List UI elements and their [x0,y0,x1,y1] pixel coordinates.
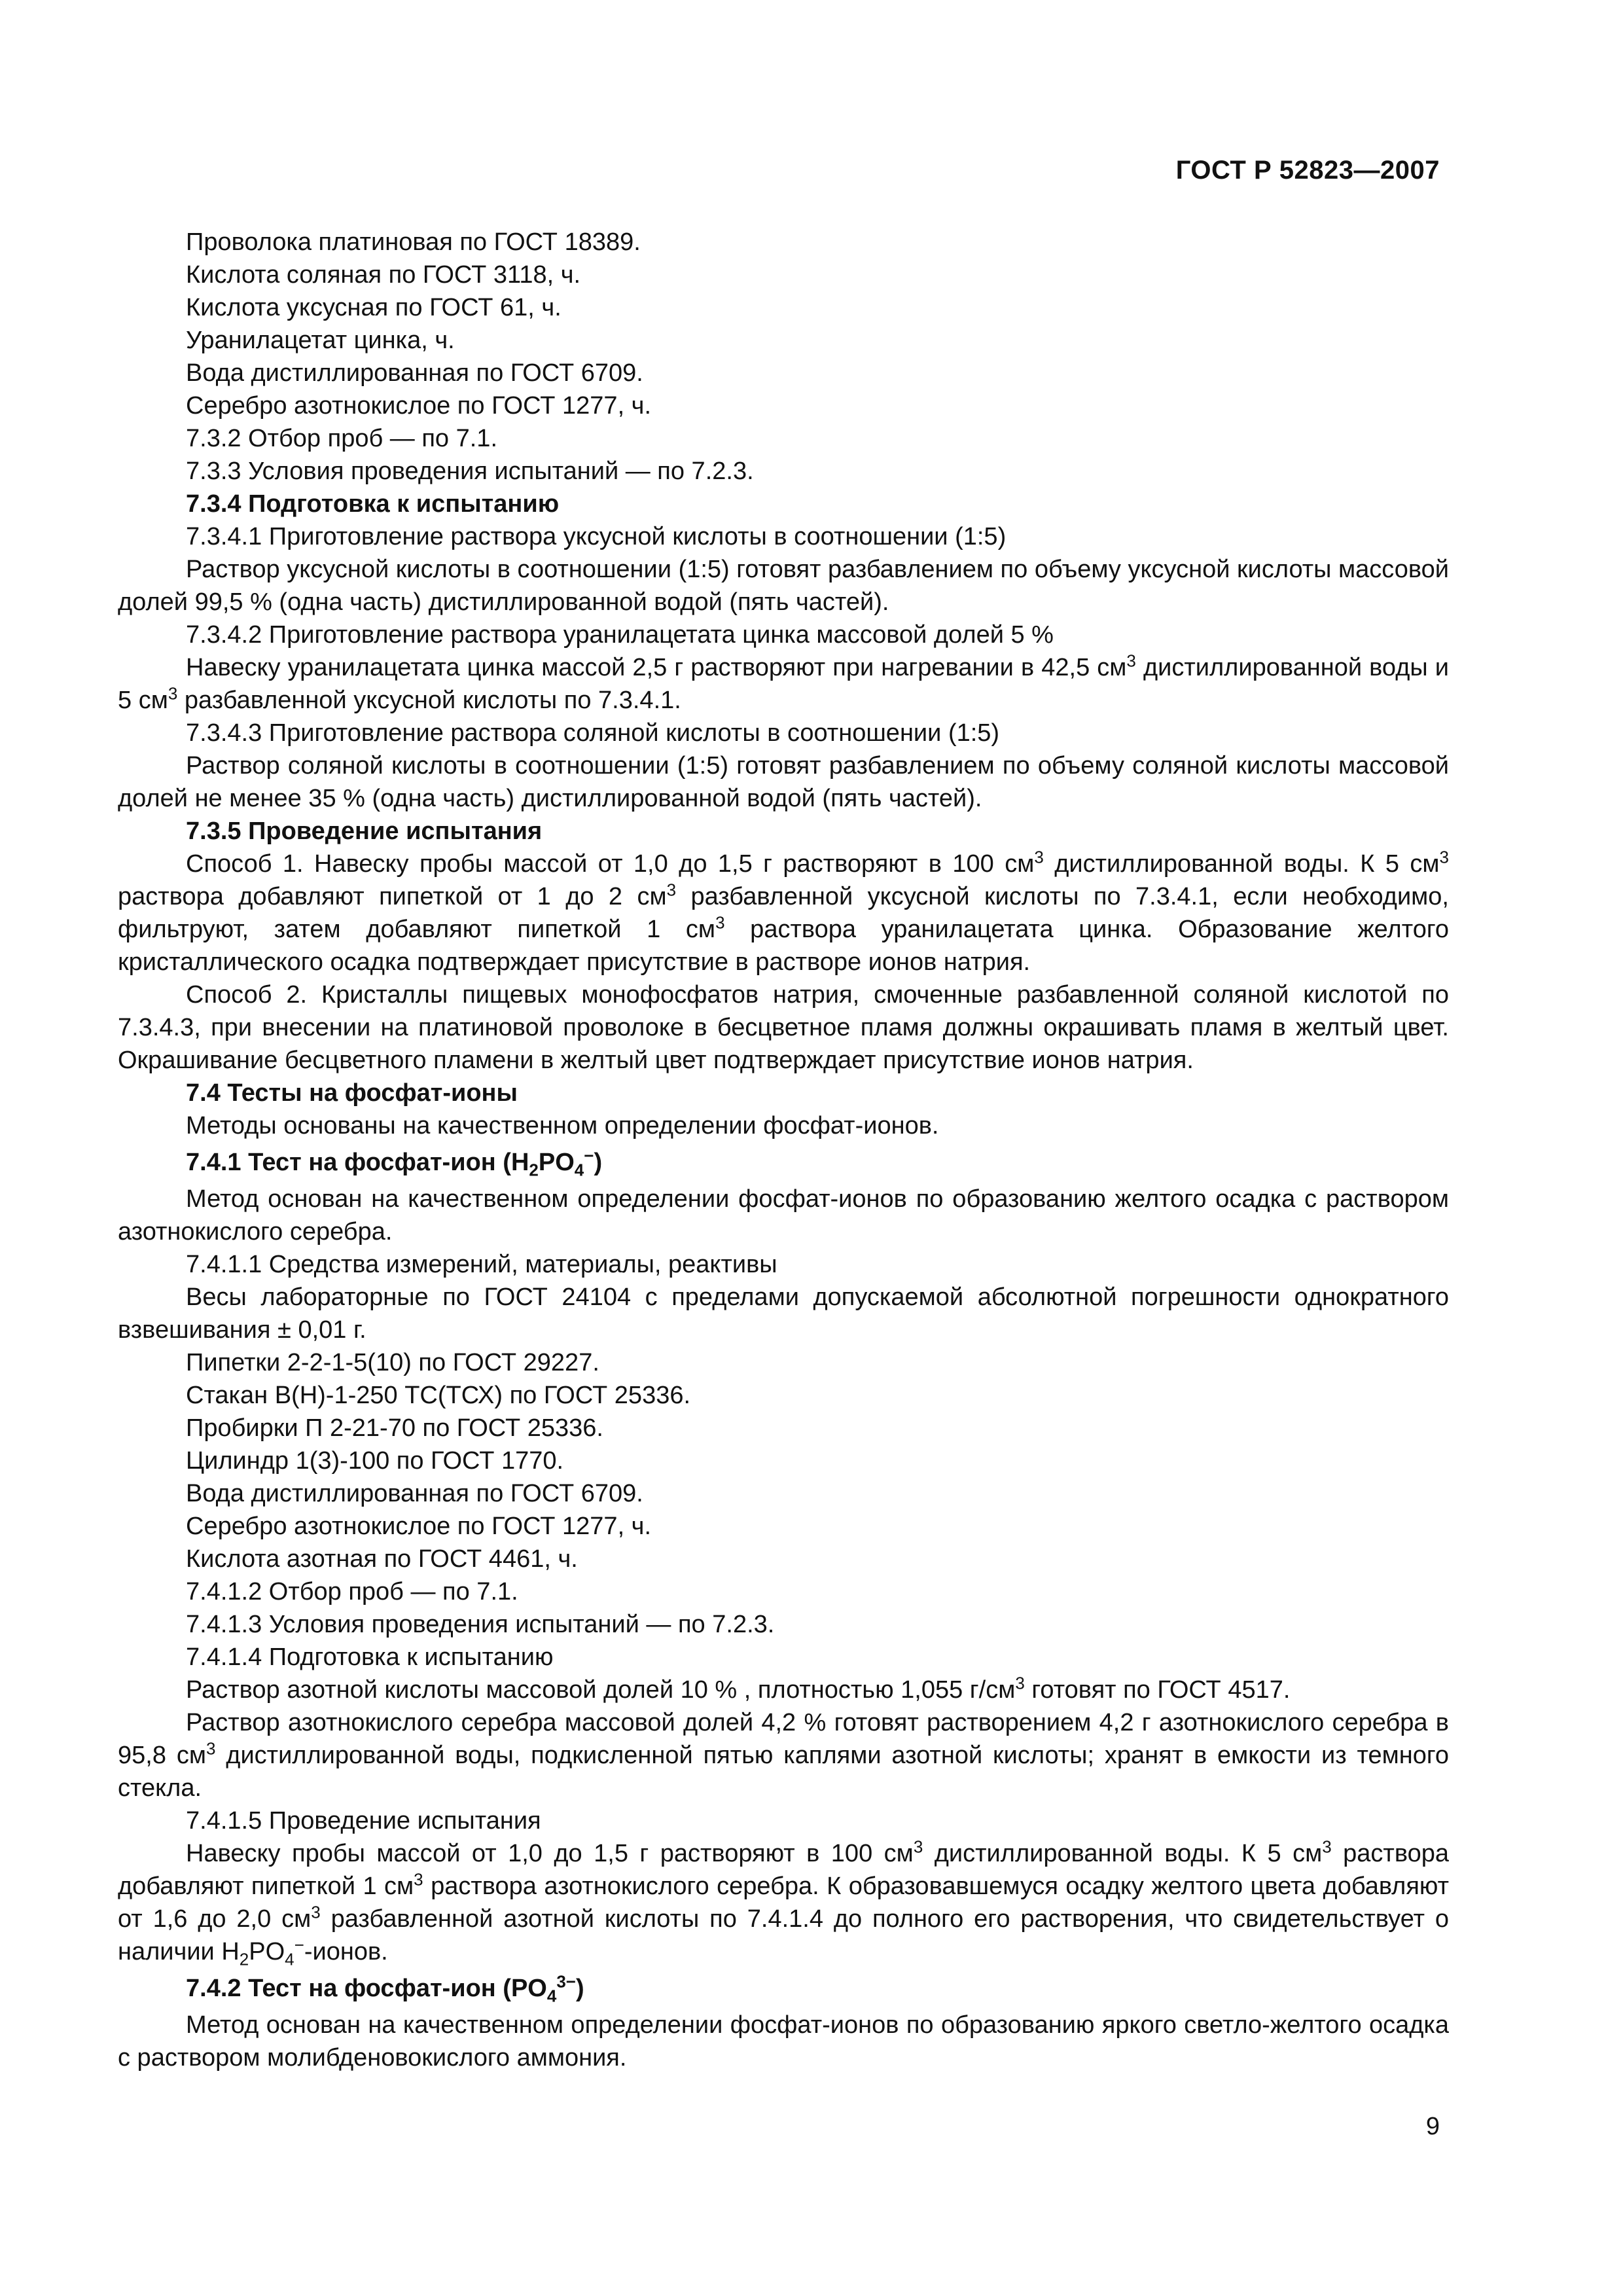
document-number-header: ГОСТ Р 52823—2007 [1175,156,1440,185]
paragraph: Пипетки 2-2-1-5(10) по ГОСТ 29227. [186,1349,599,1376]
section-heading: 7.3.5 Проведение испытания [186,817,543,845]
section-heading: 7.4.2 Тест на фосфат-ион $(PO_4^{3-})$ [186,1971,584,2006]
section-heading: 7.4 Тесты на фосфат-ионы [186,1079,518,1107]
section-heading: 7.3.4 Подготовка к испытанию [186,490,560,518]
paragraph: Кислота соляная по ГОСТ 3118, ч. [186,261,581,289]
paragraph: Проволока платиновая по ГОСТ 18389. [186,228,641,256]
section-heading: 7.4.1 Тест на фосфат-ион $(H_2PO_4^-)$ [186,1145,603,1180]
paragraph: Способ 1. Навеску пробы массой от 1,0 до 1,5 г растворяют в 100 $см^3$ дистиллированной воды. К 5 $см^3$ раствора добавляют пипеткой от 1 до 2 $см^3$ разбавленной уксусной кислоты по 7.3.4.1, если необходимо, фильтруют, затем добавляют пипеткой 1 $см^3$ раствора уранилацетата цинка. Образование желтого кристаллического осадка подтверждает присутствие в растворе ионов натрия. [118,847,1449,976]
paragraph: Методы основаны на качественном определении фосфат-ионов. [186,1112,939,1139]
paragraph: 7.4.1.5 Проведение испытания [186,1807,541,1835]
paragraph: 7.3.4.3 Приготовление раствора соляной кислоты в соотношении (1:5) [186,719,1000,747]
paragraph: Навеску пробы массой от 1,0 до 1,5 г растворяют в 100 $см^3$ дистиллированной воды. К 5 $см^3$ раствора добавляют пипеткой 1 $см^3$ раствора азотнокислого серебра. К образовавшемуся осадку желтого цвета добавляют от 1,6 до 2,0 $см^3$ разбавленной азотной кислоты по 7.4.1.4 до полного его растворения, что свидетельствует о наличии $H_2PO_4^-$-ионов. [118,1837,1450,1969]
paragraph: Раствор азотнокислого серебра массовой долей 4,2 % готовят растворением 4,2 г азотнокислого серебра в 95,8 $см^3$ дистиллированной воды, подкисленной пятью каплями азотной кислоты; хранят в емкости из темного стекла. [118,1709,1449,1802]
paragraph: 7.4.1.3 Условия проведения испытаний — по 7.2.3. [186,1611,775,1638]
paragraph: Вода дистиллированная по ГОСТ 6709. [186,359,643,387]
paragraph: Серебро азотнокислое по ГОСТ 1277, ч. [186,392,652,420]
paragraph: 7.3.4.2 Приготовление раствора уранилацетата цинка массовой долей 5 % [186,621,1054,649]
paragraph: Цилиндр 1(3)-100 по ГОСТ 1770. [186,1447,564,1475]
page-number: 9 [1425,2113,1440,2140]
paragraph: Пробирки П 2-21-70 по ГОСТ 25336. [186,1414,603,1442]
paragraph: Метод основан на качественном определении фосфат-ионов по образованию яркого светло-желтого осадка с раствором молибденовокислого аммония. [118,2011,1449,2072]
paragraph: Кислота азотная по ГОСТ 4461, ч. [186,1545,578,1573]
paragraph: Кислота уксусная по ГОСТ 61, ч. [186,294,562,321]
paragraph: 7.4.1.1 Средства измерений, материалы, реактивы [186,1251,777,1278]
paragraph: 7.3.2 Отбор проб — по 7.1. [186,425,498,452]
paragraph: Навеску уранилацетата цинка массой 2,5 г растворяют при нагревании в 42,5 $см^3$ дистиллированной воды и 5 $см^3$ разбавленной уксусной кислоты по 7.3.4.1. [118,651,1450,714]
paragraph: Серебро азотнокислое по ГОСТ 1277, ч. [186,1513,652,1540]
paragraph: Раствор азотной кислоты массовой долей 10 % , плотностью 1,055 $г/см^3$ готовят по ГОСТ 4517. [186,1673,1291,1704]
paragraph: 7.3.4.1 Приготовление раствора уксусной кислоты в соотношении (1:5) [186,523,1007,550]
paragraph: Вода дистиллированная по ГОСТ 6709. [186,1480,643,1507]
paragraph: Раствор соляной кислоты в соотношении (1:5) готовят разбавлением по объему соляной кислоты массовой долей не менее 35 % (одна часть) дистиллированной водой (пять частей). [118,752,1449,812]
document-body [118,226,1449,2074]
paragraph: 7.4.1.4 Подготовка к испытанию [186,1643,554,1671]
paragraph: Метод основан на качественном определении фосфат-ионов по образованию желтого осадка с раствором азотнокислого серебра. [118,1185,1449,1246]
paragraph: 7.4.1.2 Отбор проб — по 7.1. [186,1578,518,1605]
paragraph: Весы лабораторные по ГОСТ 24104 с пределами допускаемой абсолютной погрешности однократного взвешивания ± 0,01 г. [118,1283,1449,1344]
paragraph: Уранилацетат цинка, ч. [186,327,455,354]
paragraph: Стакан В(Н)-1-250 ТС(ТСХ) по ГОСТ 25336. [186,1382,691,1409]
paragraph: Способ 2. Кристаллы пищевых монофосфатов натрия, смоченные разбавленной соляной кислотой по 7.3.4.3, при внесении на платиновой проволоке в бесцветное пламя должны окрашивать пламя в желтый цвет. Окрашивание бесцветного пламени в желтый цвет подтверждает присутствие ионов натрия. [118,981,1449,1074]
paragraph: 7.3.3 Условия проведения испытаний — по 7.2.3. [186,457,754,485]
paragraph: Раствор уксусной кислоты в соотношении (1:5) готовят разбавлением по объему уксусной кислоты массовой долей 99,5 % (одна часть) дистиллированной водой (пять частей). [118,556,1449,616]
